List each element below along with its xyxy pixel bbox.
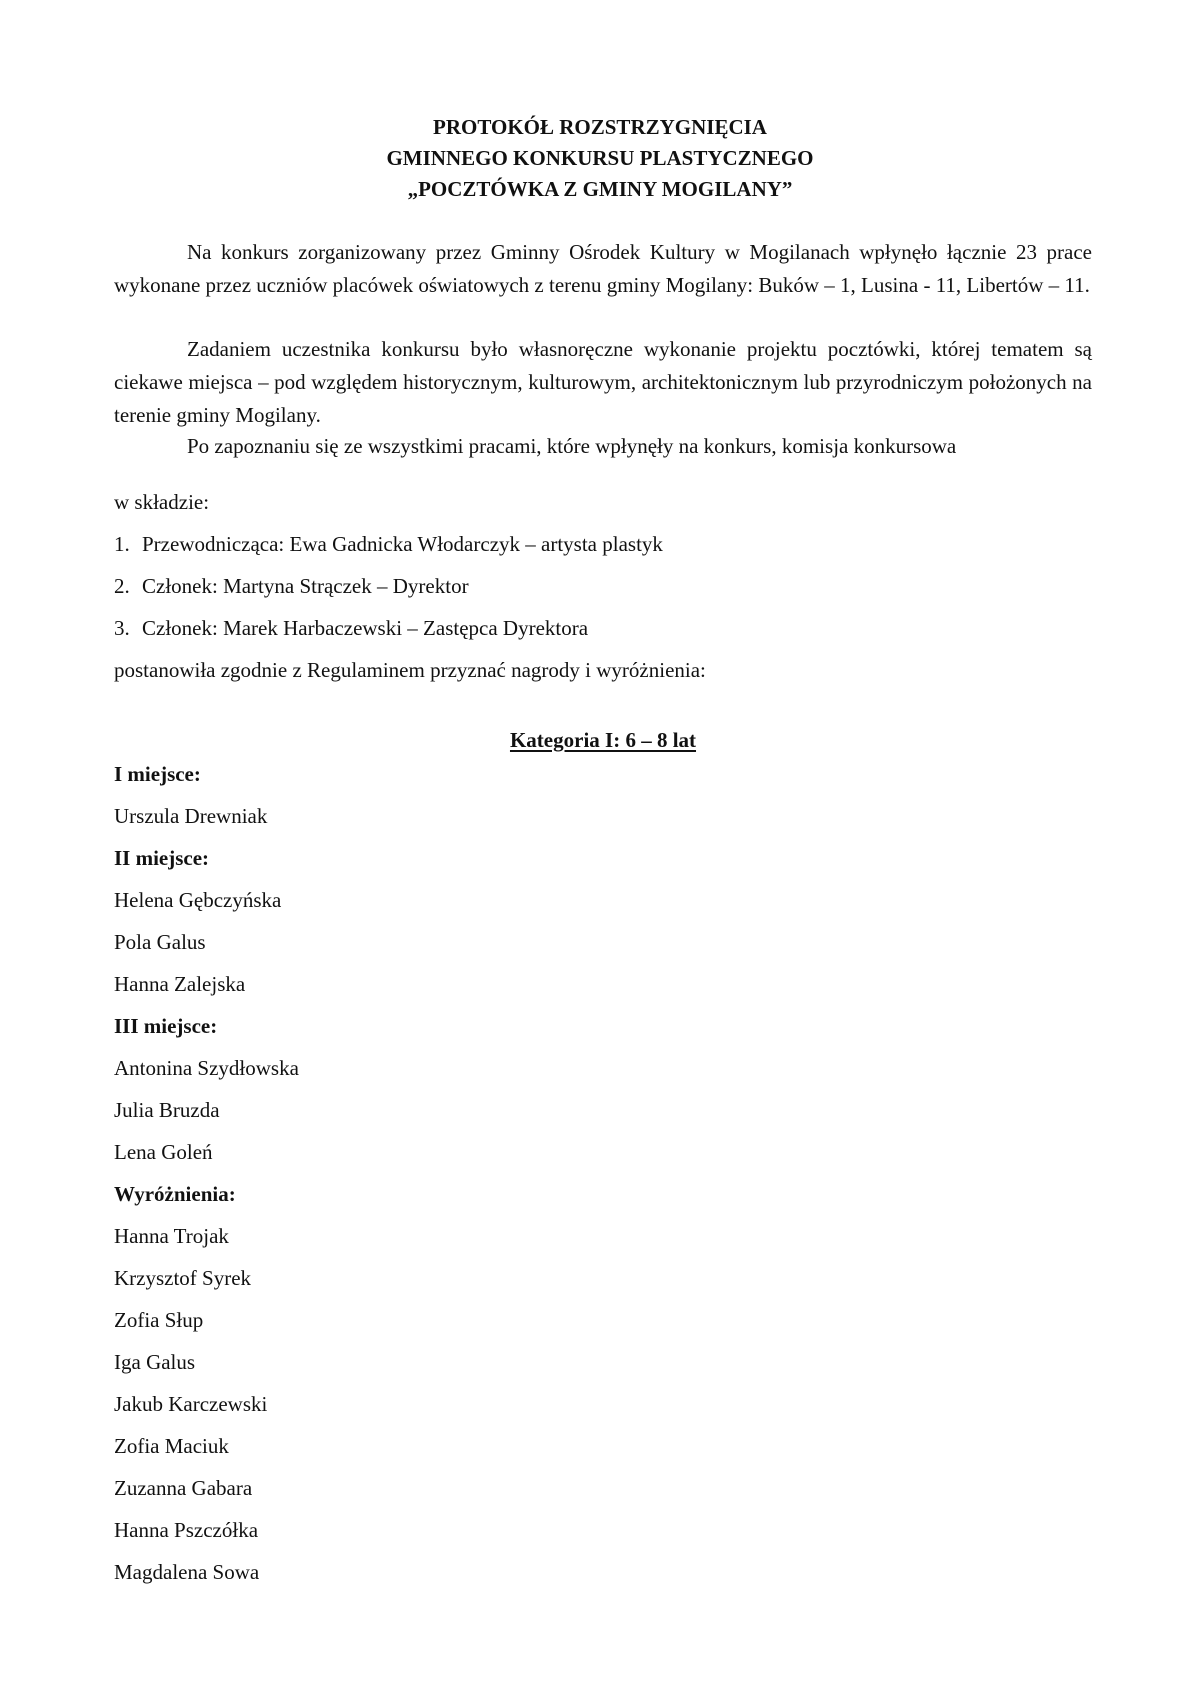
document-title	[0, 112, 1200, 205]
group-label-second-place: II miejsce:	[114, 846, 210, 870]
committee-member-3	[114, 614, 588, 642]
review-paragraph: Po zapoznaniu się ze wszystkimi pracami, które wpłynęły na konkurs, komisja konkursowa	[187, 434, 957, 458]
honoree-name: Hanna Trojak	[114, 1224, 229, 1248]
group-label-first-place: I miejsce:	[114, 762, 201, 786]
task-paragraph: Zadaniem uczestnika konkursu było własnoręczne wykonanie projektu pocztówki, której tematem są ciekawe miejsca – pod względem historycznym, kulturowym, architektonicznym lub przyrodniczym położonych na terenie gminy Mogilany.	[114, 337, 1092, 427]
member-number: 3.	[114, 616, 130, 640]
title-line-2: GMINNEGO KONKURSU PLASTYCZNEGO	[386, 146, 814, 170]
committee-member-2	[114, 572, 469, 600]
honoree-name: Iga Galus	[114, 1350, 196, 1374]
member-number: 2.	[114, 574, 130, 598]
honoree-name: Zofia Słup	[114, 1308, 204, 1332]
winner-name: Urszula Drewniak	[114, 804, 268, 828]
title-line-3: „POCZTÓWKA Z GMINY MOGILANY”	[407, 177, 793, 201]
honoree-name: Jakub Karczewski	[114, 1392, 268, 1416]
member-text: Przewodnicząca: Ewa Gadnicka Włodarczyk – artysta plastyk	[142, 532, 663, 556]
winner-name: Julia Bruzda	[114, 1098, 220, 1122]
group-label-honorable-mentions: Wyróżnienia:	[114, 1182, 236, 1206]
honoree-name: Zofia Maciuk	[114, 1434, 229, 1458]
winner-name: Lena Goleń	[114, 1140, 213, 1164]
group-label-third-place: III miejsce:	[114, 1014, 218, 1038]
intro-paragraph: Na konkurs zorganizowany przez Gminny Ośrodek Kultury w Mogilanach wpłynęło łącznie 23 prace wykonane przez uczniów placówek oświatowych z terenu gminy Mogilany: Buków – 1, Lusina - 11, Libertów – 11.	[114, 240, 1092, 297]
member-text: Członek: Marek Harbaczewski – Zastępca Dyrektora	[142, 616, 589, 640]
winner-name: Helena Gębczyńska	[114, 888, 282, 912]
committee-intro: w składzie:	[114, 490, 210, 514]
title-line-1: PROTOKÓŁ ROZSTRZYGNIĘCIA	[433, 115, 767, 139]
honoree-name: Hanna Pszczółka	[114, 1518, 259, 1542]
honoree-name: Zuzanna Gabara	[114, 1476, 253, 1500]
member-number: 1.	[114, 532, 130, 556]
member-text: Członek: Martyna Strączek – Dyrektor	[142, 574, 469, 598]
honoree-name: Krzysztof Syrek	[114, 1266, 252, 1290]
category-heading-text: Kategoria I: 6 – 8 lat	[509, 728, 697, 752]
committee-member-1	[114, 530, 663, 558]
winner-name: Pola Galus	[114, 930, 206, 954]
honoree-name: Magdalena Sowa	[114, 1560, 260, 1584]
decision-text: postanowiła zgodnie z Regulaminem przyznać nagrody i wyróżnienia:	[114, 658, 706, 682]
winner-name: Antonina Szydłowska	[114, 1056, 299, 1080]
category-heading	[0, 726, 1200, 754]
winner-name: Hanna Zalejska	[114, 972, 246, 996]
